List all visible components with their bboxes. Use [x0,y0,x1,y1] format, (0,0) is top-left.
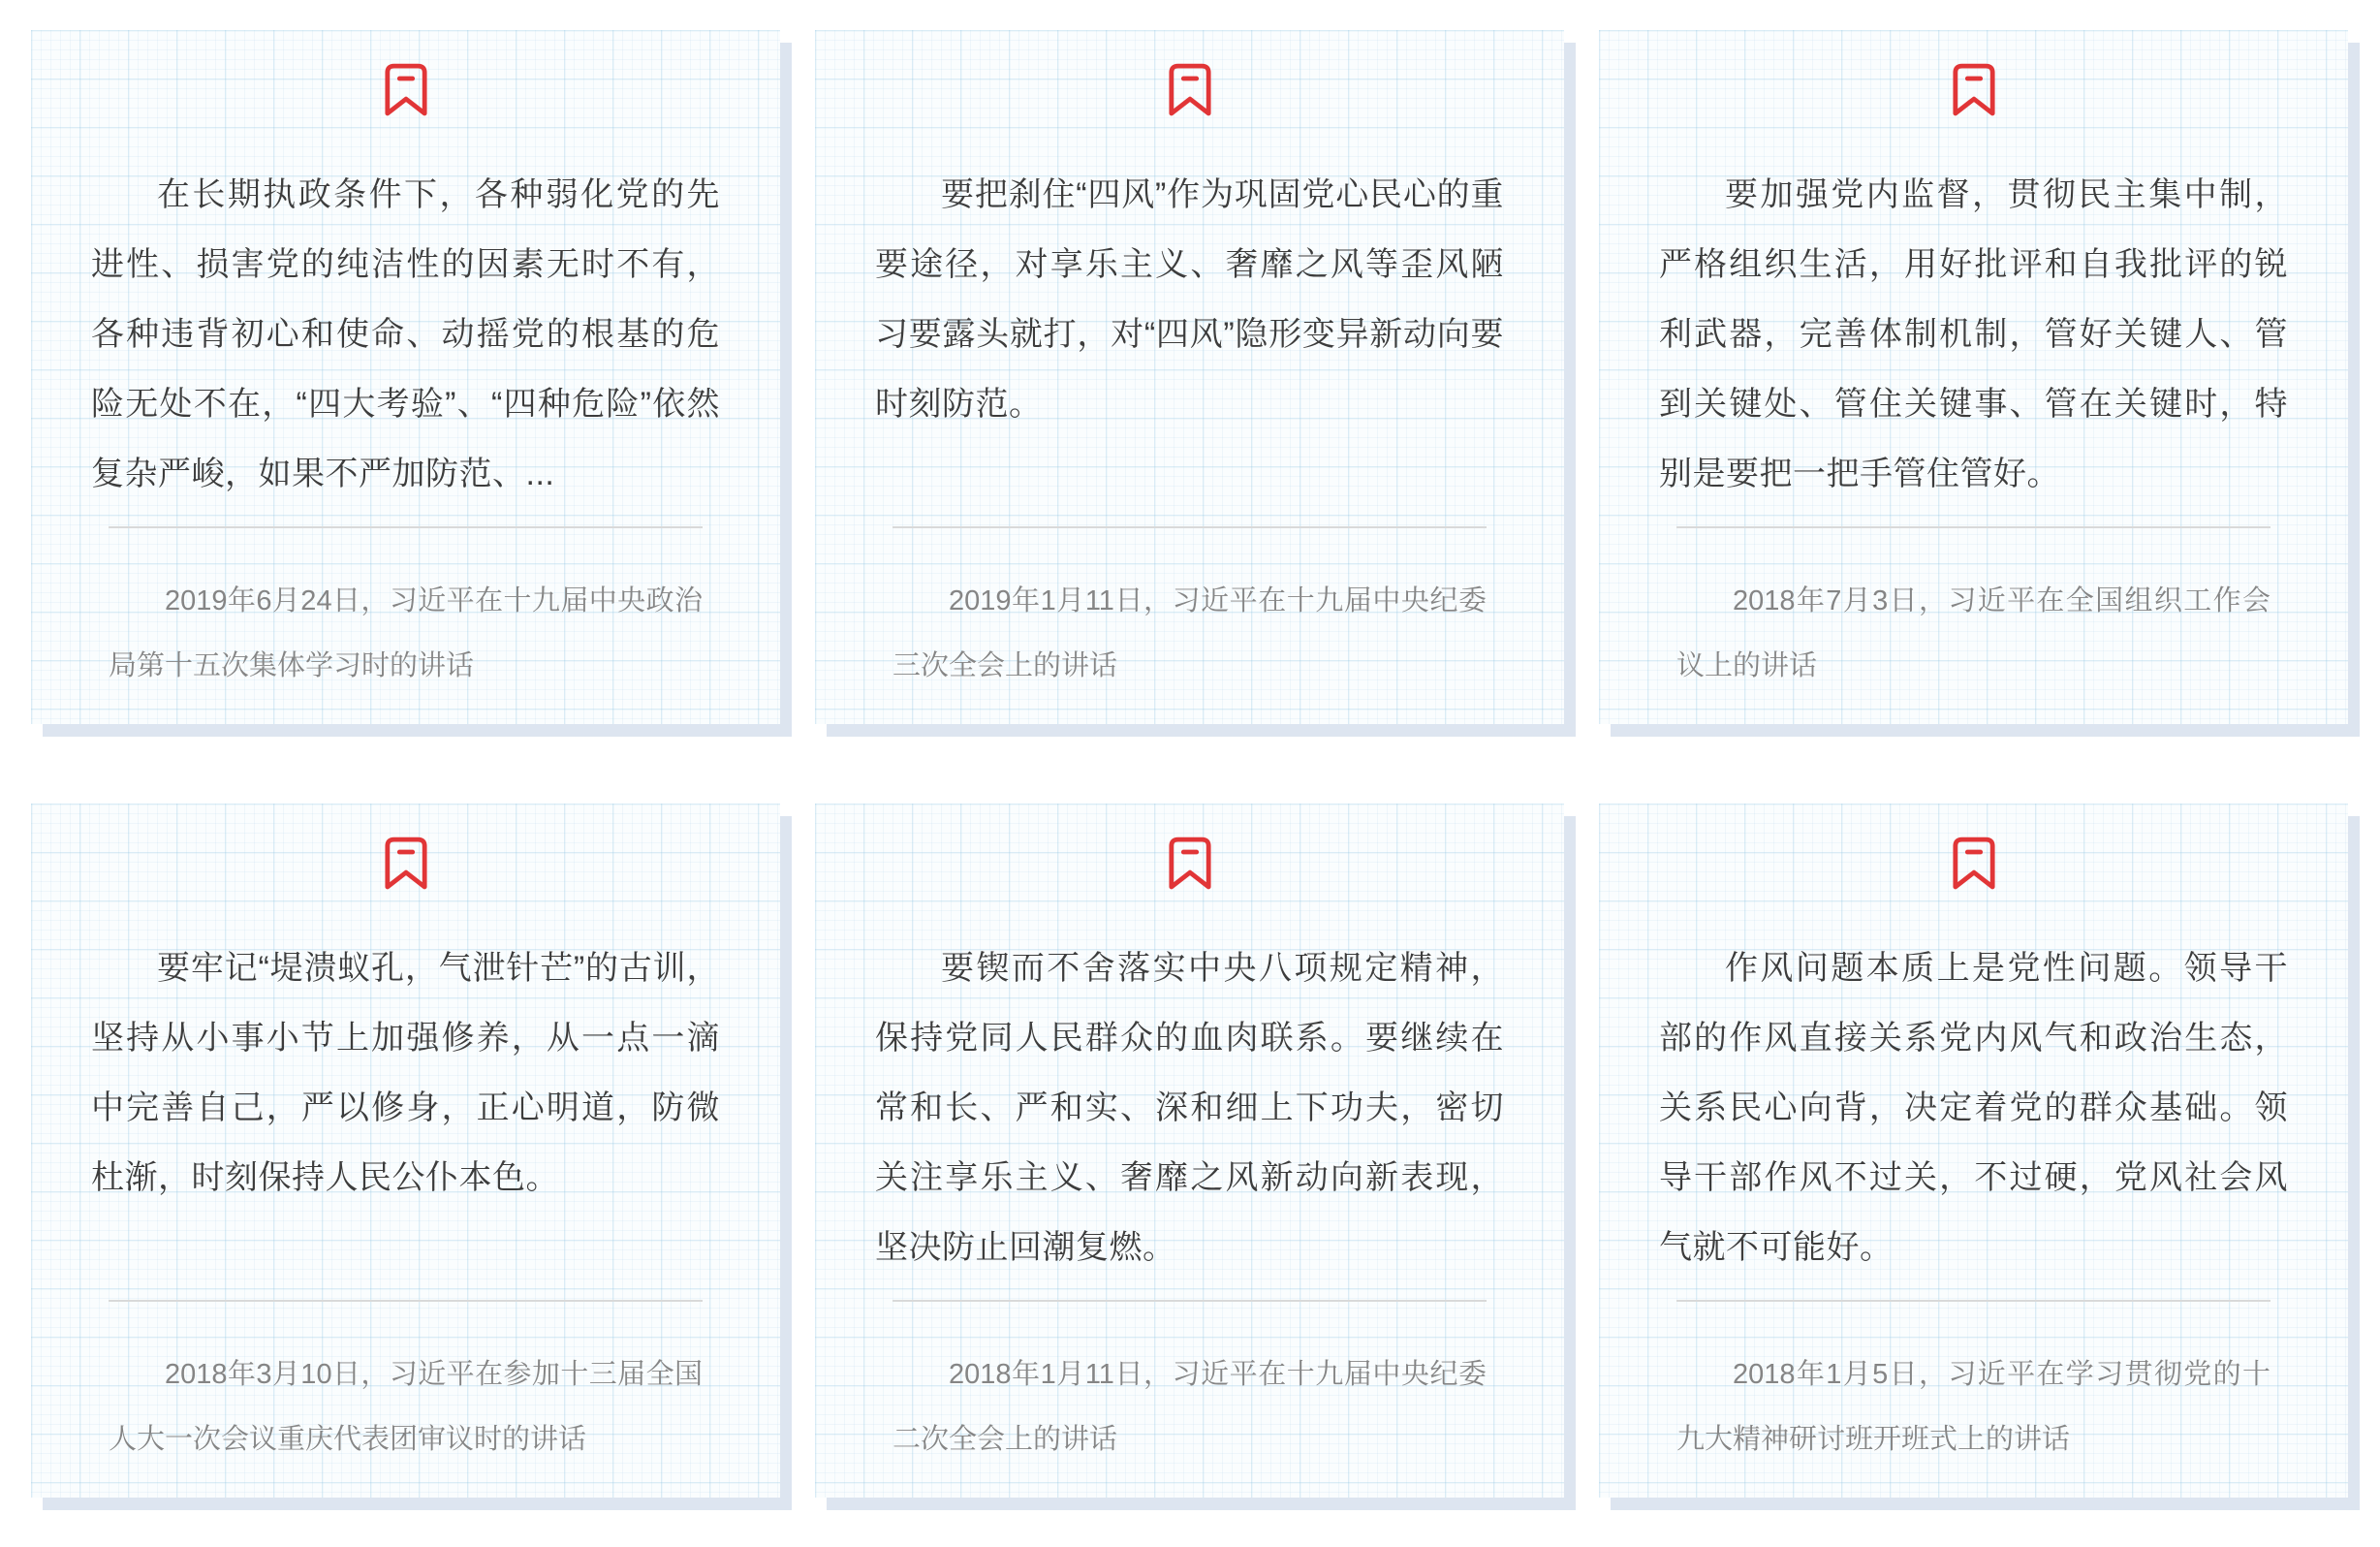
divider [892,526,1487,528]
divider [109,526,703,528]
quote-card[interactable] [1599,804,2348,1498]
quote-body [31,160,780,526]
quote-body [31,933,780,1300]
quote-source: 2018年7月3日，习近平在全国组织工作会议上的讲话 [1676,585,2270,681]
quote-card[interactable] [1599,30,2348,724]
quote-text: 要锲而不舍落实中央八项规定精神，保持党同人民群众的血肉联系。要继续在常和长、严和实、深和细上下功夫，密切关注享乐主义、奢靡之风新动向新表现，坚决防止回潮复燃。 [875,950,1504,1266]
divider [1676,1300,2270,1302]
quote-text: 作风问题本质上是党性问题。领导干部的作风直接关系党内风气和政治生态，关系民心向背，决定着党的群众基础。领导干部作风不过关，不过硬，党风社会风气就不可能好。 [1659,950,2288,1266]
bookmark-icon [31,62,780,118]
bookmark-icon [1599,62,2348,118]
quote-text: 要把刹住“四风”作为巩固党心民心的重要途径，对享乐主义、奢靡之风等歪风陋习要露头就打，对“四风”隐形变异新动向要时刻防范。 [875,176,1504,423]
quote-card[interactable] [815,804,1564,1498]
quote-body [1599,160,2348,526]
quote-body [1599,933,2348,1300]
quote-card[interactable] [815,30,1564,724]
quote-source: 2019年6月24日，习近平在十九届中央政治局第十五次集体学习时的讲话 [109,585,703,681]
bookmark-icon [1599,836,2348,892]
divider [109,1300,703,1302]
divider [1676,526,2270,528]
divider [892,1300,1487,1302]
quote-text: 要加强党内监督，贯彻民主集中制，严格组织生活，用好批评和自我批评的锐利武器，完善体制机制，管好关键人、管到关键处、管住关键事、管在关键时，特别是要把一把手管住管好。 [1659,176,2288,492]
quote-source: 2018年1月5日，习近平在学习贯彻党的十九大精神研讨班开班式上的讲话 [1676,1359,2270,1455]
quote-card[interactable] [31,804,780,1498]
bookmark-icon [31,836,780,892]
bookmark-icon [815,836,1564,892]
quote-text: 在长期执政条件下，各种弱化党的先进性、损害党的纯洁性的因素无时不有，各种违背初心和使命、动摇党的根基的危险无处不在，“四大考验”、“四种危险”依然复杂严峻，如果不严加防范、... [91,176,720,492]
quote-card[interactable] [31,30,780,724]
quote-source: 2018年1月11日，习近平在十九届中央纪委二次全会上的讲话 [892,1359,1487,1455]
quote-source: 2018年3月10日，习近平在参加十三届全国人大一次会议重庆代表团审议时的讲话 [109,1359,703,1455]
bookmark-icon [815,62,1564,118]
quote-text: 要牢记“堤溃蚁孔，气泄针芒”的古训，坚持从小事小节上加强修养，从一点一滴中完善自己，严以修身，正心明道，防微杜渐，时刻保持人民公仆本色。 [91,950,720,1196]
quote-body [815,160,1564,526]
quote-body [815,933,1564,1300]
quote-source: 2019年1月11日，习近平在十九届中央纪委三次全会上的讲话 [892,585,1487,681]
